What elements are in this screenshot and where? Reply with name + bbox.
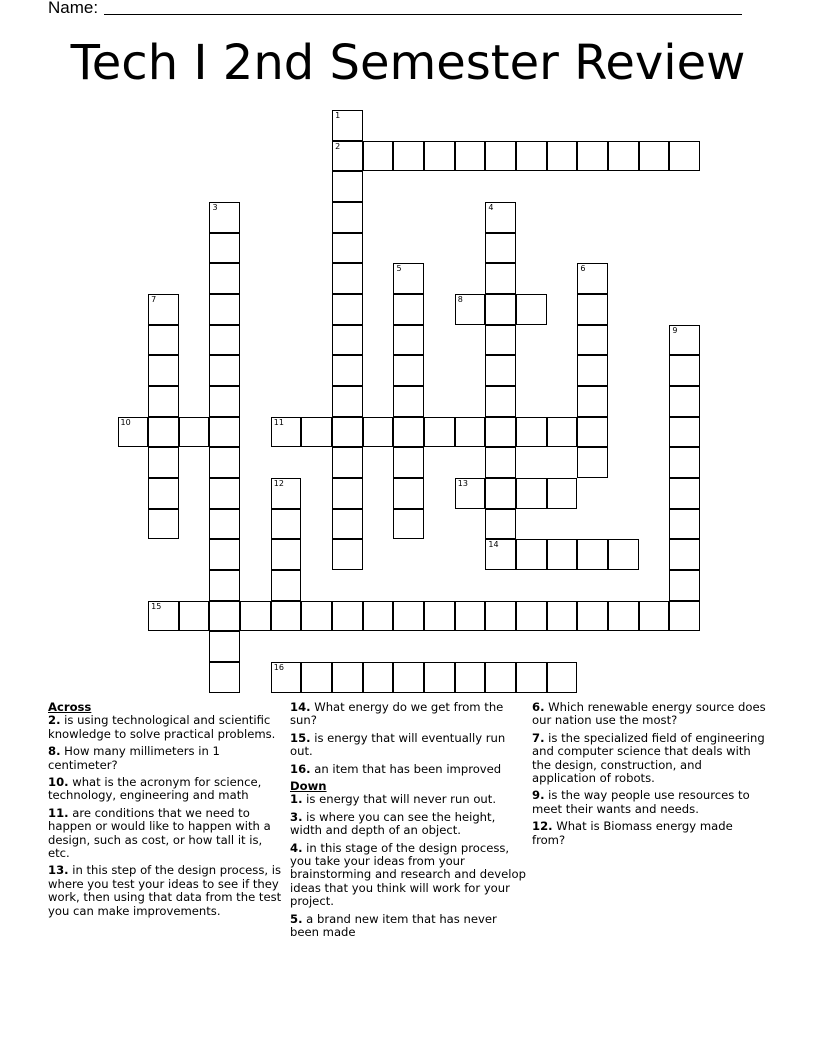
grid-cell[interactable] [485, 478, 516, 509]
grid-cell[interactable] [669, 570, 700, 601]
clue [290, 701, 526, 728]
grid-cell[interactable] [332, 386, 363, 417]
grid-cell[interactable] [516, 294, 547, 325]
clue-text: is energy that will eventually run out. [290, 730, 506, 759]
clue-number: 8. [48, 744, 61, 759]
grid-cell[interactable] [455, 478, 486, 509]
grid-cell[interactable] [363, 141, 394, 172]
grid-cell[interactable] [547, 141, 578, 172]
grid-cell[interactable] [669, 386, 700, 417]
grid-cell[interactable] [547, 417, 578, 448]
clue-number: 5 [396, 264, 402, 274]
clue [290, 793, 526, 806]
grid-cell[interactable] [332, 539, 363, 570]
clue-number: 12. [532, 819, 553, 834]
grid-cell[interactable] [577, 263, 608, 294]
grid-cell[interactable] [271, 662, 302, 693]
clue [532, 789, 768, 816]
grid-cell[interactable] [485, 509, 516, 540]
grid-cell[interactable] [209, 662, 240, 693]
grid-cell[interactable] [393, 263, 424, 294]
clue-text: Which renewable energy source does our nation use the most? [532, 700, 766, 728]
clue-number: 14. [290, 700, 311, 714]
clue-number: 10 [120, 417, 131, 427]
grid-cell[interactable] [209, 294, 240, 325]
clue-number: 5. [290, 911, 303, 926]
across-clue-list-continued [290, 701, 526, 776]
grid-cell[interactable] [577, 294, 608, 325]
clue-number: 16 [273, 662, 284, 672]
grid-cell[interactable] [271, 601, 302, 632]
clue-text: is using technological and scientific knowledge to solve practical problems. [48, 713, 276, 741]
grid-cell[interactable] [516, 601, 547, 632]
clue-text: in this step of the design process, is where you test your ideas to see if they work, then using that data from the test you can make improvements. [48, 863, 282, 918]
grid-cell[interactable] [179, 417, 210, 448]
grid-cell[interactable] [209, 202, 240, 233]
grid-cell[interactable] [148, 386, 179, 417]
grid-cell[interactable] [209, 509, 240, 540]
grid-cell[interactable] [363, 417, 394, 448]
grid-cell[interactable] [669, 141, 700, 172]
grid-cell[interactable] [639, 141, 670, 172]
clue-number: 7 [151, 294, 157, 304]
grid-cell[interactable] [485, 539, 516, 570]
grid-cell[interactable] [148, 509, 179, 540]
grid-cell[interactable] [393, 601, 424, 632]
grid-cell[interactable] [547, 539, 578, 570]
grid-cell[interactable] [639, 601, 670, 632]
grid-cell[interactable] [485, 325, 516, 356]
grid-cell[interactable] [209, 601, 240, 632]
grid-cell[interactable] [424, 662, 455, 693]
grid-cell[interactable] [118, 417, 149, 448]
grid-cell[interactable] [209, 417, 240, 448]
grid-cell[interactable] [393, 478, 424, 509]
grid-cell[interactable] [485, 263, 516, 294]
clue-text: an item that has been improved [310, 761, 502, 776]
grid-cell[interactable] [485, 447, 516, 478]
grid-cell[interactable] [209, 447, 240, 478]
name-label: Name: [48, 0, 99, 17]
grid-cell[interactable] [485, 294, 516, 325]
grid-cell[interactable] [485, 601, 516, 632]
clue [290, 913, 526, 940]
grid-cell[interactable] [485, 202, 516, 233]
grid-cell[interactable] [485, 417, 516, 448]
grid-cell[interactable] [669, 447, 700, 478]
grid-cell[interactable] [332, 110, 363, 141]
grid-cell[interactable] [271, 417, 302, 448]
clue-text: is the specialized field of engineering and computer science that deals with the design, construction, and application of robots. [532, 730, 765, 786]
clue-number: 12 [273, 478, 284, 488]
grid-cell[interactable] [209, 478, 240, 509]
clue-number: 16. [290, 761, 311, 776]
clue-text: in this stage of the design process, you take your ideas from your brainstorming and research and develop ideas that you think will work for your project. [290, 840, 526, 909]
grid-cell[interactable] [209, 233, 240, 264]
grid-cell[interactable] [148, 325, 179, 356]
grid-cell[interactable] [577, 325, 608, 356]
clue-text: How many millimeters in 1 centimeter? [48, 744, 220, 772]
grid-cell[interactable] [332, 171, 363, 202]
clue-number: 15 [151, 601, 162, 611]
clue [532, 820, 768, 847]
clue [48, 714, 284, 741]
clue [48, 807, 284, 861]
grid-cell[interactable] [332, 662, 363, 693]
grid-cell[interactable] [332, 478, 363, 509]
grid-cell[interactable] [669, 539, 700, 570]
grid-cell[interactable] [332, 355, 363, 386]
grid-cell[interactable] [271, 539, 302, 570]
clue [290, 842, 526, 909]
clue-number: 3. [290, 809, 303, 824]
grid-cell[interactable] [209, 386, 240, 417]
grid-cell[interactable] [209, 355, 240, 386]
grid-cell[interactable] [148, 601, 179, 632]
grid-cell[interactable] [271, 478, 302, 509]
grid-cell[interactable] [393, 386, 424, 417]
clue-number: 13. [48, 863, 69, 878]
grid-cell[interactable] [393, 662, 424, 693]
grid-cell[interactable] [485, 141, 516, 172]
grid-cell[interactable] [485, 386, 516, 417]
grid-cell[interactable] [332, 601, 363, 632]
grid-cell[interactable] [301, 662, 332, 693]
grid-cell[interactable] [577, 539, 608, 570]
clue [290, 732, 526, 759]
clue-number: 10. [48, 775, 69, 790]
clue-number: 14 [488, 540, 499, 550]
clues-column-2 [290, 701, 526, 944]
clues-column-3 [532, 701, 768, 851]
clue-number: 13 [457, 478, 468, 488]
grid-cell[interactable] [455, 294, 486, 325]
clue-number: 15. [290, 730, 311, 745]
grid-cell[interactable] [209, 263, 240, 294]
grid-cell[interactable] [393, 141, 424, 172]
down-heading: Down [290, 779, 327, 794]
grid-cell[interactable] [209, 570, 240, 601]
clue-text: What energy do we get from the sun? [290, 700, 504, 728]
grid-cell[interactable] [332, 202, 363, 233]
grid-cell[interactable] [516, 141, 547, 172]
grid-cell[interactable] [332, 263, 363, 294]
clue-number: 1 [335, 111, 341, 120]
clue [48, 745, 284, 772]
clue-text: what is the acronym for science, technology, engineering and math [48, 775, 262, 803]
grid-cell[interactable] [669, 509, 700, 540]
clue-number: 11 [273, 417, 284, 427]
grid-cell[interactable] [301, 417, 332, 448]
grid-cell[interactable] [332, 141, 363, 172]
grid-cell[interactable] [516, 417, 547, 448]
clue [48, 864, 284, 918]
down-clue-list-continued [532, 701, 768, 847]
clue-number: 2 [335, 141, 341, 151]
clue [532, 701, 768, 728]
grid-cell[interactable] [608, 539, 639, 570]
grid-cell[interactable] [577, 417, 608, 448]
grid-cell[interactable] [669, 478, 700, 509]
grid-cell[interactable] [363, 601, 394, 632]
down-clue-list [290, 793, 526, 939]
grid-cell[interactable] [148, 478, 179, 509]
grid-cell[interactable] [577, 355, 608, 386]
clue-number: 9 [672, 325, 678, 335]
grid-cell[interactable] [577, 447, 608, 478]
grid-cell[interactable] [608, 601, 639, 632]
clue-text: a brand new item that has never been made [290, 911, 497, 940]
grid-cell[interactable] [547, 662, 578, 693]
grid-cell[interactable] [332, 447, 363, 478]
grid-cell[interactable] [669, 417, 700, 448]
clue [290, 811, 526, 838]
grid-cell[interactable] [301, 601, 332, 632]
grid-cell[interactable] [332, 294, 363, 325]
across-heading: Across [48, 700, 92, 714]
clue-text: is the way people use resources to meet their wants and needs. [532, 788, 750, 816]
grid-cell[interactable] [455, 662, 486, 693]
clue-number: 1. [290, 792, 303, 807]
grid-cell[interactable] [209, 631, 240, 662]
grid-cell[interactable] [485, 233, 516, 264]
clue-number: 8 [457, 294, 463, 304]
clue-text: What is Biomass energy made from? [532, 819, 733, 847]
grid-cell[interactable] [424, 601, 455, 632]
grid-cell[interactable] [516, 539, 547, 570]
grid-cell[interactable] [393, 355, 424, 386]
clue [290, 763, 526, 776]
grid-cell[interactable] [332, 417, 363, 448]
grid-cell[interactable] [363, 662, 394, 693]
grid-cell[interactable] [424, 417, 455, 448]
clue-number: 4. [290, 840, 303, 855]
grid-cell[interactable] [577, 601, 608, 632]
clue-number: 6. [532, 700, 545, 714]
clue-number: 11. [48, 805, 69, 820]
grid-cell[interactable] [240, 601, 271, 632]
grid-cell[interactable] [455, 601, 486, 632]
grid-cell[interactable] [455, 141, 486, 172]
grid-cell[interactable] [393, 294, 424, 325]
grid-cell[interactable] [148, 294, 179, 325]
grid-cell[interactable] [393, 325, 424, 356]
grid-cell[interactable] [271, 570, 302, 601]
grid-cell[interactable] [332, 233, 363, 264]
grid-cell[interactable] [485, 662, 516, 693]
clue-text: is energy that will never run out. [302, 792, 497, 807]
grid-cell[interactable] [485, 355, 516, 386]
clue-text: is where you can see the height, width and depth of an object. [290, 809, 496, 838]
grid-cell[interactable] [547, 601, 578, 632]
grid-cell[interactable] [577, 386, 608, 417]
grid-cell[interactable] [393, 509, 424, 540]
clue-number: 6 [580, 264, 586, 274]
clue [48, 776, 284, 803]
grid-cell[interactable] [669, 355, 700, 386]
grid-cell[interactable] [669, 325, 700, 356]
grid-cell[interactable] [455, 417, 486, 448]
clue-number: 3 [212, 202, 218, 212]
grid-cell[interactable] [669, 601, 700, 632]
grid-cell[interactable] [547, 478, 578, 509]
grid-cell[interactable] [148, 417, 179, 448]
clues-column-1 [48, 701, 284, 922]
clue-number: 7. [532, 730, 545, 745]
grid-cell[interactable] [332, 509, 363, 540]
clue-number: 4 [488, 202, 494, 212]
grid-cell[interactable] [393, 417, 424, 448]
grid-cell[interactable] [608, 141, 639, 172]
grid-cell[interactable] [148, 447, 179, 478]
grid-cell[interactable] [209, 539, 240, 570]
clue-text: are conditions that we need to happen or would like to happen with a design, such as cost, or how tall it is, etc. [48, 805, 271, 861]
clue-number: 9. [532, 788, 545, 803]
grid-cell[interactable] [332, 325, 363, 356]
grid-cell[interactable] [393, 447, 424, 478]
grid-cell[interactable] [148, 355, 179, 386]
grid-cell[interactable] [271, 509, 302, 540]
grid-cell[interactable] [179, 601, 210, 632]
across-clue-list [48, 714, 284, 918]
grid-cell[interactable] [424, 141, 455, 172]
page-title: Tech I 2nd Semester Review [70, 35, 746, 91]
grid-cell[interactable] [577, 141, 608, 172]
grid-cell[interactable] [516, 478, 547, 509]
clue [532, 732, 768, 786]
grid-cell[interactable] [516, 662, 547, 693]
grid-cell[interactable] [209, 325, 240, 356]
clue-number: 2. [48, 713, 61, 728]
